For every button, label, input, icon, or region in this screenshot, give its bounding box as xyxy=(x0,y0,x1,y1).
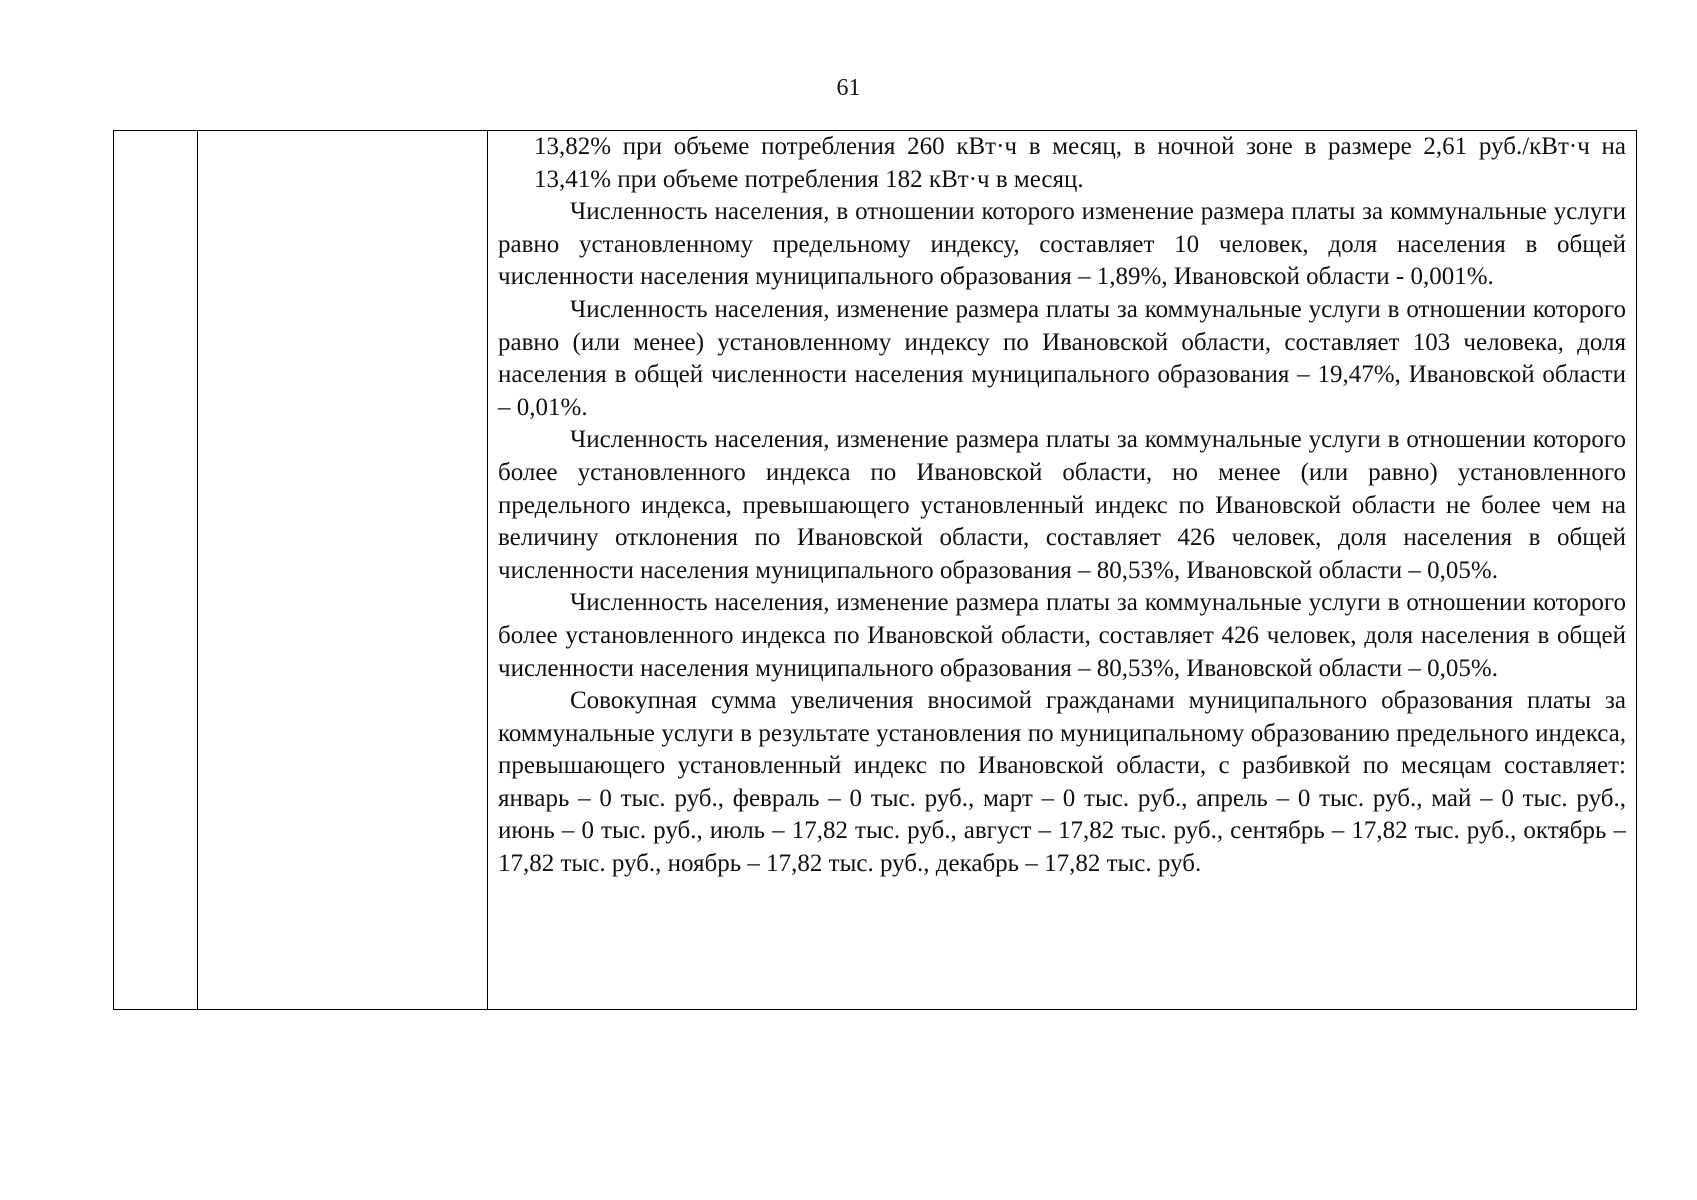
paragraph-tariff-continuation: 13,82% при объеме потребления 260 кВт·ч в месяц, в ночной зоне в размере 2,61 руб./кВт·ч на 13,41% при объеме потребления 182 кВт·ч в месяц. xyxy=(534,133,1626,193)
paragraph-population-equal-limit: Численность населения, в отношении которого изменение размера платы за коммунальные услуги равно установленному предельному индексу, составляет 10 человек, доля населения в общей численности населения муниципального образования – 1,89%, Ивановской области - 0,001%. xyxy=(498,198,1626,291)
paragraph-population-within-deviation: Численность населения, изменение размера платы за коммунальные услуги в отношении которого более установленного индекса по Ивановской области, но менее (или равно) установленного предельного индекса, превышающего установленный индекс по Ивановской области не более чем на величину отклонения по Ивановской области, составляет 426 человек, доля населения в общей численности населения муниципального образования – 80,53%, Ивановской области – 0,05%. xyxy=(498,426,1626,584)
page-number: 61 xyxy=(836,75,861,101)
table-cell-number xyxy=(114,131,198,1009)
paragraph-population-below-index: Численность населения, изменение размера платы за коммунальные услуги в отношении которого равно (или менее) установленному индексу по Ивановской области, составляет 103 человека, доля населения в общей численности населения муниципального образования – 19,47%, Ивановской области – 0,01%. xyxy=(498,295,1626,421)
paragraph-total-increase-by-month: Совокупная сумма увеличения вносимой гражданами муниципального образования платы за коммунальные услуги в результате установления по муниципальному образованию предельного индекса, превышающего установленный индекс по Ивановской области, с разбивкой по месяцам составляет: январь – 0 тыс. руб., февраль – 0 тыс. руб., март – 0 тыс. руб., апрель – 0 тыс. руб., май – 0 тыс. руб., июнь – 0 тыс. руб., июль – 17,82 тыс. руб., август – 17,82 тыс. руб., сентябрь – 17,82 тыс. руб., октябрь – 17,82 тыс. руб., ноябрь – 17,82 тыс. руб., декабрь – 17,82 тыс. руб. xyxy=(498,687,1626,878)
table-cell-description xyxy=(488,131,1636,1009)
table-cell-indicator xyxy=(198,131,488,1009)
paragraph-population-above-index: Численность населения, изменение размера платы за коммунальные услуги в отношении которого более установленного индекса по Ивановской области, составляет 426 человек, доля населения в общей численности населения муниципального образования – 80,53%, Ивановской области – 0,05%. xyxy=(498,589,1626,682)
content-table xyxy=(113,130,1637,1010)
